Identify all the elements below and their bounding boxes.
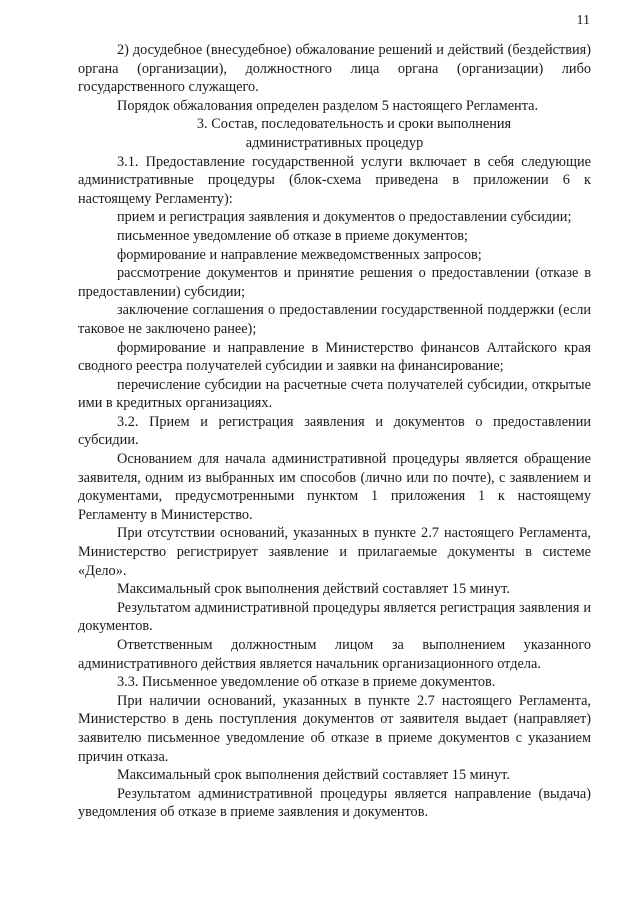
paragraph: Основанием для начала административной процедуры является обращение заявителя, одним из выбранных им способов (лично или по почте), с заявлением и документами, предусмотренными пунктом 1 приложения 1 к настоящему Регламенту в Министерство. [78,451,591,523]
paragraph: Результатом административной процедуры является направление (выдача) уведомления об отказе в приеме заявления и документов. [78,785,591,821]
paragraph: Порядок обжалования определен разделом 5 настоящего Регламента. [117,97,539,114]
list-item: перечисление субсидии на расчетные счета получателей субсидии, открытые ими в кредитных организациях. [78,376,591,412]
paragraph: Ответственным должностным лицом за выполнением указанного административного действия является начальник организационного отдела. [78,637,591,672]
paragraph: Максимальный срок выполнения действий составляет 15 минут. [117,581,510,598]
paragraph: При отсутствии оснований, указанных в пункте 2.7 настоящего Регламента, Министерство регистрирует заявление и прилагаемые документы в системе «Дело». [78,525,591,579]
section-title: 3. Состав, последовательность и сроки выполнения административных процедур [196,116,512,151]
page-number: 11 [576,13,590,28]
list-item: прием и регистрация заявления и документов о предоставлении субсидии; [117,209,572,226]
paragraph: 3.1. Предоставление государственной услуги включает в себя следующие административные процедуры (блок-схема приведена в приложении 6 к настоящему Регламенту): [78,153,591,207]
paragraph: Максимальный срок выполнения действий составляет 15 минут. [117,767,510,784]
paragraph: При наличии оснований, указанных в пункте 2.7 настоящего Регламента, Министерство в день поступления документов от заявителя выдает (направляет) заявителю письменное уведомление об отказе в приеме документов с указанием причин отказа. [78,692,591,765]
paragraph: 2) досудебное (внесудебное) обжалование решений и действий (бездействия) органа (организации), должностного лица органа (организации) либо государственного служащего. [78,42,591,96]
list-item: формирование и направление межведомственных запросов; [117,246,482,263]
list-item: письменное уведомление об отказе в приеме документов; [117,227,469,244]
list-item: заключение соглашения о предоставлении государственной поддержки (если таковое не заключено ранее); [78,302,591,337]
paragraph: 3.2. Прием и регистрация заявления и документов о предоставлении субсидии. [78,413,591,449]
paragraph: Результатом административной процедуры является регистрация заявления и документов. [78,599,591,635]
list-item: формирование и направление в Министерство финансов Алтайского края сводного реестра получателей субсидии и заявки на финансирование; [78,339,591,375]
list-item: рассмотрение документов и принятие решения о предоставлении (отказе в предоставлении) субсидии; [78,265,591,300]
document-body [78,41,591,822]
paragraph: 3.3. Письменное уведомление об отказе в приеме документов. [117,674,496,691]
